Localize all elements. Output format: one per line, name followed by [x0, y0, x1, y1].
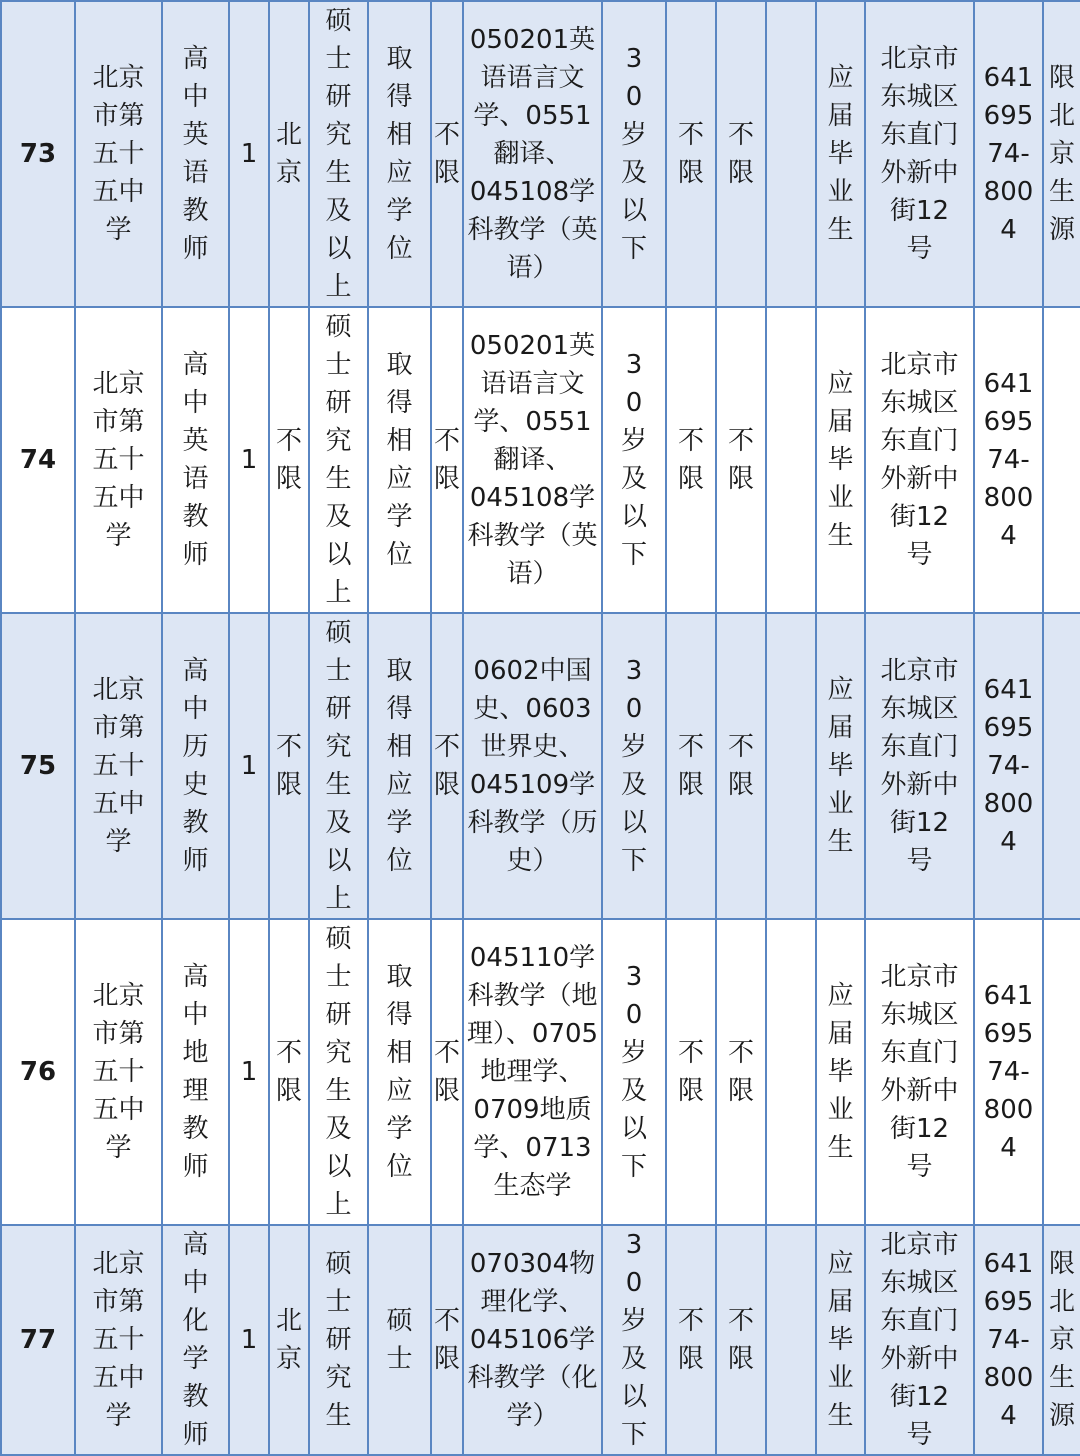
condition-text: 不限	[677, 426, 704, 494]
condition-text: 不限	[727, 1306, 754, 1374]
degree-cell	[368, 307, 431, 613]
degree-text: 取得相应学位	[386, 350, 413, 570]
unit-cell	[75, 1, 162, 307]
hukou-text: 不限	[275, 732, 302, 800]
condition-text: 不限	[727, 1038, 754, 1106]
position-cell	[162, 1225, 229, 1455]
condition-cell	[716, 613, 766, 919]
condition-text: 不限	[727, 120, 754, 188]
condition-cell	[666, 1225, 716, 1455]
phone-text: 64169574-8004	[983, 1249, 1034, 1431]
table-row	[1, 613, 1080, 919]
row-number: 73	[1, 1, 75, 307]
education-text: 硕士研究生及以上	[325, 6, 352, 302]
degree-cell	[368, 1225, 431, 1455]
source-cell	[816, 1225, 865, 1455]
degree-cell	[368, 1, 431, 307]
education-text: 硕士研究生及以上	[325, 312, 352, 608]
degree-text: 取得相应学位	[386, 656, 413, 876]
source-cell	[816, 1, 865, 307]
address-cell	[865, 919, 974, 1225]
education-cell	[309, 1, 368, 307]
address-cell	[865, 1, 974, 307]
unit-cell	[75, 1225, 162, 1455]
empty-cell	[766, 613, 816, 919]
table-row	[1, 1, 1080, 307]
age-cell	[602, 1, 666, 307]
address-cell	[865, 307, 974, 613]
phone-text: 64169574-8004	[983, 981, 1034, 1163]
education-cell	[309, 307, 368, 613]
condition-cell	[666, 613, 716, 919]
address-text: 北京市东城区东直门外新中街12号	[880, 350, 959, 570]
age-cell	[602, 613, 666, 919]
count-cell: 1	[229, 1225, 269, 1455]
hukou-cell	[269, 1225, 309, 1455]
source-cell	[816, 307, 865, 613]
phone-text: 64169574-8004	[983, 369, 1034, 551]
note-cell	[1043, 919, 1080, 1225]
hukou-text: 北京	[275, 120, 302, 188]
position-cell	[162, 613, 229, 919]
source-text: 应届毕业生	[827, 1249, 854, 1431]
position-text: 高中地理教师	[182, 962, 209, 1182]
count-cell: 1	[229, 613, 269, 919]
condition-text: 不限	[677, 732, 704, 800]
politics-text: 不限	[433, 1038, 460, 1106]
condition-text: 不限	[727, 732, 754, 800]
degree-text: 硕士	[386, 1306, 413, 1374]
source-cell	[816, 919, 865, 1225]
position-cell	[162, 1, 229, 307]
hukou-text: 不限	[275, 1038, 302, 1106]
empty-cell	[766, 919, 816, 1225]
age-cell	[602, 1225, 666, 1455]
politics-cell	[431, 1, 463, 307]
major-cell: 070304物理化学、045106学科教学（化学）	[463, 1225, 602, 1455]
major-cell: 050201英语语言文学、0551翻译、045108学科教学（英语）	[463, 1, 602, 307]
unit-cell	[75, 919, 162, 1225]
education-text: 硕士研究生	[325, 1249, 352, 1431]
hukou-cell	[269, 919, 309, 1225]
condition-cell	[666, 1, 716, 307]
condition-text: 不限	[677, 1306, 704, 1374]
note-cell	[1043, 307, 1080, 613]
hukou-cell	[269, 613, 309, 919]
phone-cell	[974, 1, 1043, 307]
politics-text: 不限	[433, 120, 460, 188]
age-text: 30岁及以下	[620, 350, 647, 570]
phone-cell	[974, 307, 1043, 613]
condition-cell	[716, 919, 766, 1225]
count-cell: 1	[229, 1, 269, 307]
age-cell	[602, 919, 666, 1225]
condition-cell	[716, 307, 766, 613]
empty-cell	[766, 1, 816, 307]
table-row	[1, 307, 1080, 613]
politics-cell	[431, 919, 463, 1225]
note-text: 限北京生源	[1048, 1249, 1075, 1431]
major-cell: 0602中国史、0603世界史、045109学科教学（历史）	[463, 613, 602, 919]
politics-cell	[431, 1225, 463, 1455]
address-cell	[865, 613, 974, 919]
row-number: 74	[1, 307, 75, 613]
row-number: 77	[1, 1225, 75, 1455]
address-text: 北京市东城区东直门外新中街12号	[880, 44, 959, 264]
row-number: 76	[1, 919, 75, 1225]
age-text: 30岁及以下	[620, 656, 647, 876]
age-text: 30岁及以下	[620, 1230, 647, 1450]
unit-text: 北京市第五十五中学	[92, 369, 145, 551]
politics-text: 不限	[433, 1306, 460, 1374]
major-cell: 050201英语语言文学、0551翻译、045108学科教学（英语）	[463, 307, 602, 613]
condition-text: 不限	[677, 120, 704, 188]
address-text: 北京市东城区东直门外新中街12号	[880, 656, 959, 876]
education-cell	[309, 919, 368, 1225]
degree-cell	[368, 613, 431, 919]
source-text: 应届毕业生	[827, 63, 854, 245]
table-row	[1, 1225, 1080, 1455]
empty-cell	[766, 307, 816, 613]
phone-cell	[974, 613, 1043, 919]
education-text: 硕士研究生及以上	[325, 618, 352, 914]
condition-cell	[716, 1, 766, 307]
position-cell	[162, 919, 229, 1225]
education-text: 硕士研究生及以上	[325, 924, 352, 1220]
source-text: 应届毕业生	[827, 675, 854, 857]
degree-cell	[368, 919, 431, 1225]
politics-text: 不限	[433, 426, 460, 494]
source-text: 应届毕业生	[827, 369, 854, 551]
condition-text: 不限	[727, 426, 754, 494]
address-text: 北京市东城区东直门外新中街12号	[880, 1230, 959, 1450]
phone-text: 64169574-8004	[983, 675, 1034, 857]
position-text: 高中化学教师	[182, 1230, 209, 1450]
position-text: 高中英语教师	[182, 350, 209, 570]
age-text: 30岁及以下	[620, 44, 647, 264]
unit-text: 北京市第五十五中学	[92, 675, 145, 857]
hukou-text: 北京	[275, 1306, 302, 1374]
condition-cell	[666, 919, 716, 1225]
address-cell	[865, 1225, 974, 1455]
source-cell	[816, 613, 865, 919]
hukou-cell	[269, 1, 309, 307]
position-text: 高中英语教师	[182, 44, 209, 264]
condition-cell	[716, 1225, 766, 1455]
unit-cell	[75, 307, 162, 613]
count-cell: 1	[229, 919, 269, 1225]
age-cell	[602, 307, 666, 613]
position-cell	[162, 307, 229, 613]
degree-text: 取得相应学位	[386, 44, 413, 264]
hukou-cell	[269, 307, 309, 613]
note-cell	[1043, 613, 1080, 919]
major-cell: 045110学科教学（地理）、0705地理学、0709地质学、0713生态学	[463, 919, 602, 1225]
phone-text: 64169574-8004	[983, 63, 1034, 245]
address-text: 北京市东城区东直门外新中街12号	[880, 962, 959, 1182]
politics-text: 不限	[433, 732, 460, 800]
position-text: 高中历史教师	[182, 656, 209, 876]
count-cell: 1	[229, 307, 269, 613]
empty-cell	[766, 1225, 816, 1455]
table-row	[1, 919, 1080, 1225]
note-cell	[1043, 1, 1080, 307]
unit-cell	[75, 613, 162, 919]
degree-text: 取得相应学位	[386, 962, 413, 1182]
phone-cell	[974, 1225, 1043, 1455]
row-number: 75	[1, 613, 75, 919]
unit-text: 北京市第五十五中学	[92, 1249, 145, 1431]
phone-cell	[974, 919, 1043, 1225]
age-text: 30岁及以下	[620, 962, 647, 1182]
unit-text: 北京市第五十五中学	[92, 981, 145, 1163]
condition-text: 不限	[677, 1038, 704, 1106]
unit-text: 北京市第五十五中学	[92, 63, 145, 245]
politics-cell	[431, 307, 463, 613]
condition-cell	[666, 307, 716, 613]
politics-cell	[431, 613, 463, 919]
source-text: 应届毕业生	[827, 981, 854, 1163]
education-cell	[309, 1225, 368, 1455]
hukou-text: 不限	[275, 426, 302, 494]
note-cell	[1043, 1225, 1080, 1455]
note-text: 限北京生源	[1048, 63, 1075, 245]
education-cell	[309, 613, 368, 919]
